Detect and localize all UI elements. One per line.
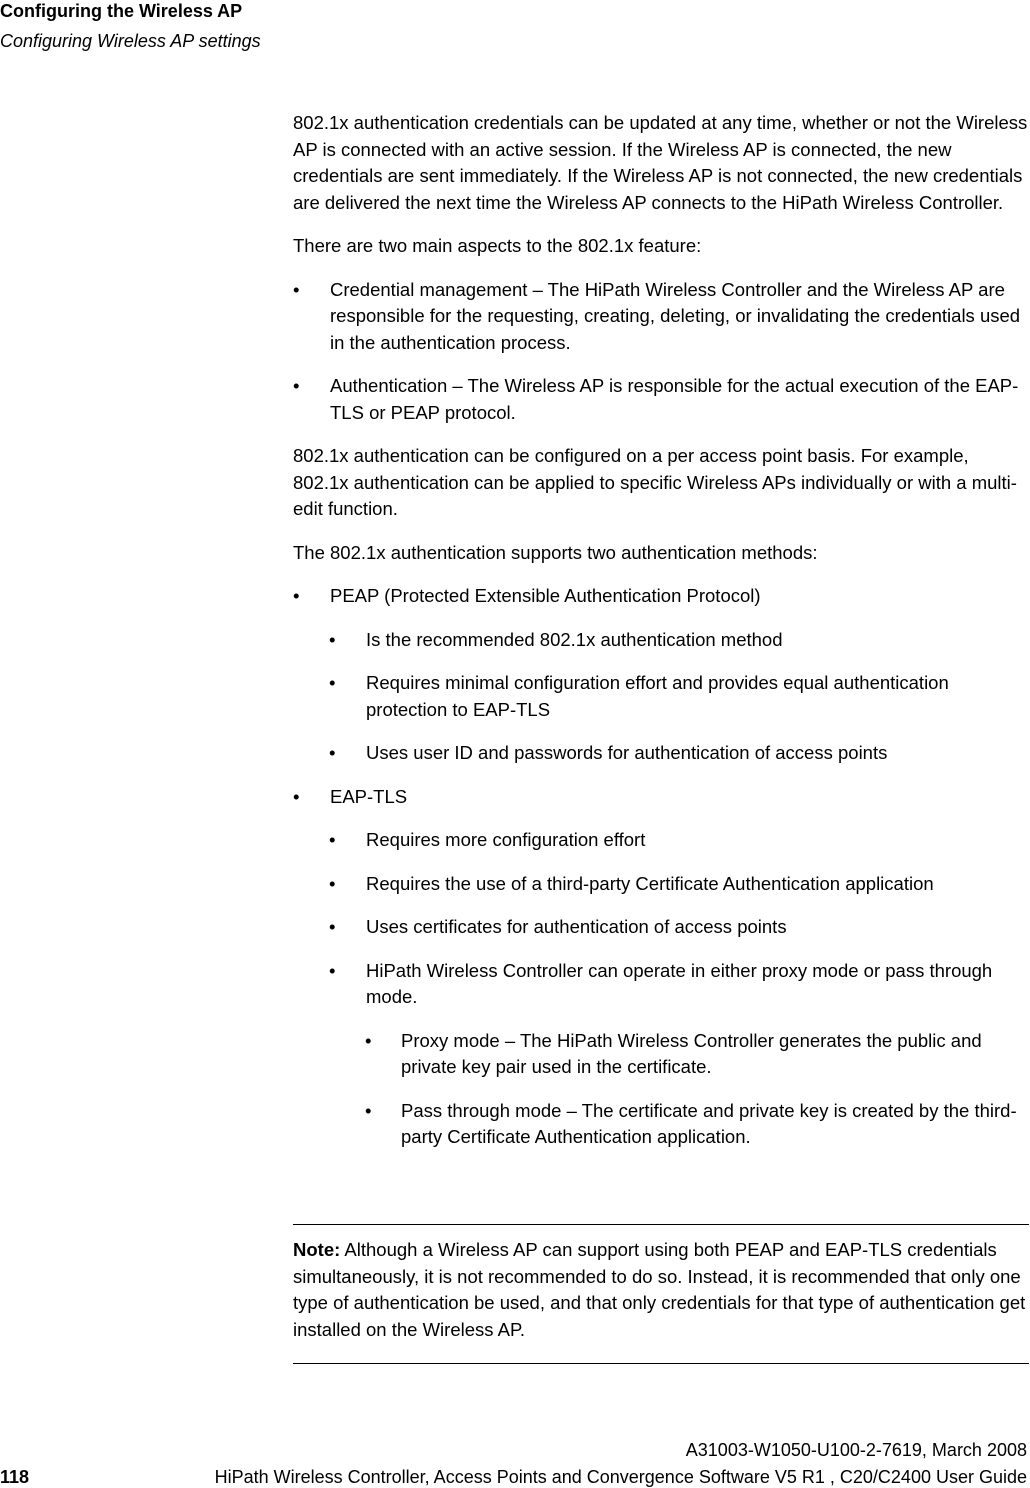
list-item-authentication bbox=[293, 373, 1028, 426]
list-item-text: Pass through mode – The certificate and private key is created by the third-party Certificate Authentication application. bbox=[401, 1099, 1017, 1147]
note-text: Although a Wireless AP can support using both PEAP and EAP-TLS credentials simultaneously, it is not recommended to do so. Instead, it is recommended that only one type of authentication be used, and that only credentials for that type of authentication get installed on the Wireless AP. bbox=[293, 1239, 1026, 1340]
list-item-text: Credential management – The HiPath Wireless Controller and the Wireless AP are responsible for the requesting, creating, deleting, or invalidating the credentials used in the authentication process. bbox=[330, 278, 1021, 353]
footer-document-id: A31003-W1050-U100-2-7619, March 2008 bbox=[685, 1440, 1027, 1460]
list-item-text: EAP-TLS bbox=[330, 785, 408, 807]
paragraph-two-methods: The 802.1x authentication supports two authentication methods: bbox=[293, 541, 818, 563]
chapter-title: Configuring the Wireless AP bbox=[0, 1, 243, 21]
bullet-icon: • bbox=[293, 785, 300, 807]
list-item-text: Uses user ID and passwords for authentication of access points bbox=[366, 742, 888, 763]
list-item-text: Requires more configuration effort bbox=[366, 829, 646, 850]
bullet-icon: • bbox=[329, 916, 336, 937]
list-item-text: Requires the use of a third-party Certificate Authentication application bbox=[366, 872, 934, 894]
note-box bbox=[293, 1224, 1029, 1364]
footer-guide-title: HiPath Wireless Controller, Access Points and Convergence Software V5 R1 , C20/C2400 User Guide bbox=[214, 1467, 1027, 1487]
bullet-icon: • bbox=[329, 872, 336, 894]
list-item-pass-through-mode bbox=[293, 1098, 1028, 1151]
bullet-icon: • bbox=[329, 672, 336, 693]
bullet-icon: • bbox=[329, 829, 336, 850]
list-item-eap-tls bbox=[293, 784, 1028, 811]
list-item-eap-tls-detail bbox=[293, 871, 1028, 898]
list-item-eap-tls-detail bbox=[293, 827, 1028, 854]
section-subtitle: Configuring Wireless AP settings bbox=[0, 31, 261, 51]
list-item-text: Uses certificates for authentication of access points bbox=[366, 916, 787, 937]
bullet-icon: • bbox=[293, 375, 300, 396]
list-item-credential-management bbox=[293, 277, 1028, 357]
list-item-text: Authentication – The Wireless AP is responsible for the actual execution of the EAP-TLS or PEAP protocol. bbox=[330, 375, 1019, 423]
list-item-peap-detail bbox=[293, 670, 1028, 723]
paragraph-per-ap-config: 802.1x authentication can be configured on a per access point basis. For example, 802.1x authentication can be applied to specific Wireless APs individually or with a multi-edit function. bbox=[293, 445, 1017, 519]
bullet-icon: • bbox=[365, 1029, 372, 1051]
bullet-icon: • bbox=[329, 628, 336, 650]
bullet-icon: • bbox=[293, 585, 300, 606]
bullet-icon: • bbox=[365, 1099, 372, 1121]
paragraph-credentials-update: 802.1x authentication credentials can be updated at any time, whether or not the Wireless AP is connected with an active session. If the Wireless AP is connected, the new credentials are sent immediately. If the Wireless AP is not connected, the new credentials are delivered the next time the Wireless AP connects to the HiPath Wireless Controller. bbox=[293, 112, 1028, 213]
list-item-peap-detail bbox=[293, 740, 1028, 767]
bullet-icon: • bbox=[329, 742, 336, 763]
list-item-eap-tls-detail bbox=[293, 914, 1028, 941]
list-item-eap-tls-detail bbox=[293, 958, 1028, 1011]
bullet-icon: • bbox=[329, 959, 336, 981]
list-item-peap-detail bbox=[293, 627, 1028, 654]
list-item-text: Proxy mode – The HiPath Wireless Controller generates the public and private key pair used in the certificate. bbox=[401, 1029, 982, 1077]
note-label: Note: bbox=[293, 1239, 341, 1260]
paragraph-main-aspects: There are two main aspects to the 802.1x feature: bbox=[293, 235, 702, 256]
bullet-icon: • bbox=[293, 278, 300, 300]
list-item-text: PEAP (Protected Extensible Authentication Protocol) bbox=[330, 585, 761, 606]
main-content bbox=[293, 110, 1028, 1168]
list-item-text: Is the recommended 802.1x authentication method bbox=[366, 628, 783, 650]
list-item-text: Requires minimal configuration effort and provides equal authentication protection to EAP-TLS bbox=[366, 672, 949, 720]
list-item-proxy-mode bbox=[293, 1028, 1028, 1081]
list-item-text: HiPath Wireless Controller can operate in either proxy mode or pass through mode. bbox=[366, 959, 993, 1007]
list-item-peap bbox=[293, 583, 1028, 610]
footer-page-number: 118 bbox=[0, 1467, 30, 1487]
